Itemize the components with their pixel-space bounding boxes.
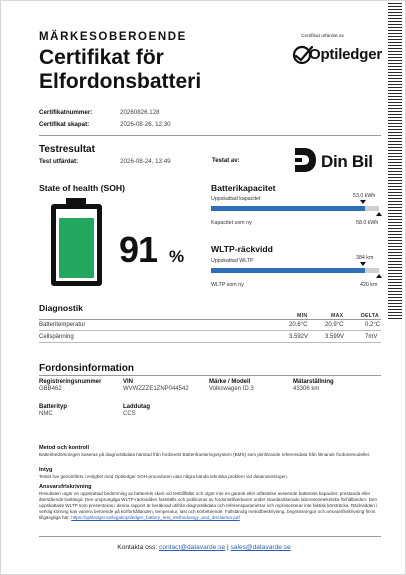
vehicle-reg	[39, 379, 101, 392]
diag-max: 3.599V	[325, 334, 345, 340]
diag-label: Batteritemperatur	[39, 322, 86, 328]
contact-email-link[interactable]: contact@datavarde.se	[159, 544, 226, 551]
wltp-heading: WLTP-räckvidd	[211, 244, 273, 254]
wltp-new-label: WLTP som ny	[211, 282, 244, 288]
diag-delta: 7mV	[365, 334, 378, 340]
soh-heading: State of health (SOH)	[39, 183, 125, 193]
table-row	[39, 320, 381, 331]
certified-by-label: Certifikat utfärdat av	[301, 34, 344, 39]
din-bil-logo	[293, 146, 383, 176]
capacity-bar	[211, 206, 379, 211]
vin-label: VIN	[123, 379, 134, 385]
wltp-estimated-marker	[360, 262, 366, 266]
reg-value: GBB462	[39, 386, 62, 392]
divider	[39, 135, 381, 136]
reg-label: Registreringsnummer	[39, 379, 102, 385]
title-line-1: Certifikat för	[39, 46, 164, 69]
soh-value: 91	[119, 229, 158, 270]
capacity-estimated-value: 53.0 kWh	[353, 193, 376, 199]
method-section	[39, 445, 383, 458]
wltp-bar-fill	[211, 268, 365, 273]
vin-value: WVWZZZE1ZNP044542	[123, 386, 189, 392]
disclaimer-text: Resultaten utgör en uppskattad bedömning av batteriets skick vid testtillfället och utgör inte en garanti eller utfästelse avseende batteriets kapacitet, prestanda eller återstående livslängd. Den ursprungliga WLTP-räckvidden fastställs och publiceras av fordonstillverkaren under standardiserade laboratorietekniska förhållanden. Den uppskattade WLTP som presenteras i denna rapport är beräknad utifrån diagnostikdata och referensparametrar och representerar inte faktisk körsträcka. Räckvidden i verklig körning kan variera beroende på körförhållanden, temperatur, last och körbeteende. Fullständig metodbeskrivning, begränsningar och ansvarsfriskrivning finns tillgängliga här:	[39, 491, 378, 520]
method-heading: Metod och kontroll	[39, 445, 90, 451]
odometer-label: Mätarställning	[293, 379, 334, 385]
soh-unit: %	[169, 247, 185, 266]
cert-heading: Intyg	[39, 467, 53, 473]
contact-divider: |	[226, 544, 229, 551]
diagnostics-heading: Diagnostik	[39, 303, 83, 313]
col-delta: DELTA	[361, 313, 380, 319]
vehicle-odometer	[293, 379, 334, 392]
disclaimer-link[interactable]: https://optiledger.se/legal/optiledger_battery_test_methodology_and_disclaimer.pdf	[71, 515, 240, 520]
din-bil-mark-icon	[293, 146, 319, 174]
battery-charge-fill	[59, 218, 94, 278]
table-row	[39, 332, 381, 343]
title-line-2: Elfordonsbatteri	[39, 70, 202, 93]
cert-number-value: 20260826.128	[120, 109, 160, 116]
tested-by-label: Testat av:	[212, 158, 240, 164]
diag-label: Cellspänning	[39, 334, 74, 340]
capacity-new-value: 58.0 kWh	[356, 220, 379, 226]
cert-text: Testet har genomförts i enlighet med Optiledger SOH-proceduren utan några kända tekniska problem vid datainsamlingen.	[39, 474, 288, 479]
model-value: Volkswagen ID.3	[209, 386, 254, 392]
disclaimer-section	[39, 484, 383, 521]
capacity-new-label: Kapacitet som ny	[211, 220, 252, 226]
din-bil-wordmark: Din Bil	[321, 152, 373, 171]
supertitle: MÄRKESOBEROENDE	[39, 31, 187, 43]
vehicle-battery-type	[39, 404, 67, 417]
cert-number-label: Certifikatnummer:	[39, 109, 93, 116]
wltp-estimated-value: 384 km	[356, 255, 374, 261]
capacity-new-marker	[376, 212, 382, 216]
decorative-stripes	[388, 1, 402, 319]
created-value: 2026-08-26, 12:30	[120, 121, 171, 128]
contact-prefix: Kontakta oss:	[117, 544, 158, 551]
wltp-bar	[211, 268, 379, 273]
contact-footer	[1, 544, 406, 551]
col-max: MAX	[331, 313, 344, 319]
diag-delta: 0.2°C	[365, 322, 381, 328]
sales-email-link[interactable]: sales@datavarde.se	[230, 544, 291, 551]
charging-label: Laddutag	[123, 404, 150, 410]
battery-type-value: NMC	[39, 411, 53, 417]
diag-max: 20.9°C	[325, 322, 344, 328]
capacity-estimated-marker	[360, 200, 366, 204]
test-result-heading: Testresultat	[39, 144, 95, 155]
test-issued-label: Test utfärdat:	[39, 158, 79, 165]
odometer-value: 43306 km	[293, 386, 320, 392]
diag-min: 20.6°C	[289, 322, 308, 328]
wltp-new-marker	[376, 274, 382, 278]
charging-value: CCS	[123, 411, 136, 417]
capacity-estimated-label: Uppskattad kapacitet	[211, 196, 261, 202]
footer-rule	[39, 536, 381, 537]
optiledger-logo	[292, 44, 382, 66]
battery-icon	[51, 204, 102, 286]
divider	[39, 375, 381, 376]
wltp-new-value: 420 km	[360, 282, 378, 288]
cert-section	[39, 467, 383, 480]
vehicle-model	[209, 379, 254, 392]
model-label: Märke / Modell	[209, 379, 251, 385]
disclaimer-heading: Ansvarsfriskrivning	[39, 484, 92, 490]
page-title	[39, 46, 279, 94]
capacity-bar-fill	[211, 206, 365, 211]
created-label: Certifikat skapat:	[39, 121, 90, 128]
optiledger-wordmark: Optiledger	[309, 46, 383, 63]
test-issued-value: 2026-08-24, 13:49	[120, 158, 171, 165]
capacity-heading: Batterikapacitet	[211, 183, 276, 193]
vehicle-vin	[123, 379, 189, 392]
vehicle-heading: Fordonsinformation	[39, 363, 134, 374]
battery-type-label: Batterityp	[39, 404, 68, 410]
diag-min: 3.592V	[289, 334, 309, 340]
col-min: MIN	[297, 313, 308, 319]
wltp-estimated-label: Uppskattad WLTP	[211, 258, 254, 264]
vehicle-charging	[123, 404, 150, 417]
method-text: Batteribedömningen baseras på diagnostikdata hämtad från fordonets Batterihanteringssystem (BMS) som jämförande referensdata från liknande fordonsmodeller.	[39, 452, 371, 457]
